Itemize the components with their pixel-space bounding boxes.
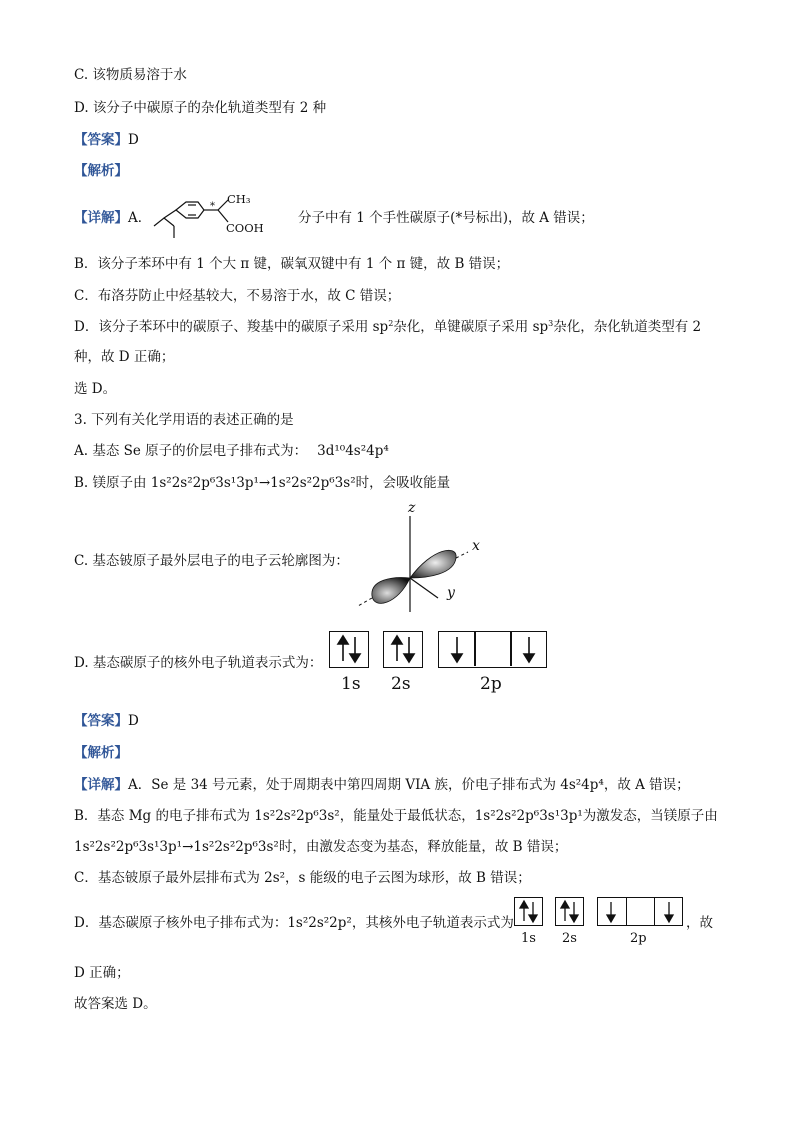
- q3-detail-d: D．基态碳原子核外电子排布式为：1s²2s²2p²，其核外电子轨道表示式为: [74, 915, 514, 931]
- paired-arrows-icon: [515, 898, 542, 925]
- p-orbital-diagram: [352, 500, 502, 618]
- q3-final: 故答案选 D。: [74, 996, 157, 1012]
- q3-analysis-tag: 【解析】: [74, 745, 128, 761]
- detail-tag: 【详解】: [74, 210, 128, 226]
- option-d: D. 该分子中碳原子的杂化轨道类型有 2 种: [74, 100, 327, 116]
- orbital-box-2s: [383, 631, 423, 668]
- label-2s: 2s: [391, 674, 411, 694]
- detail-d-line1: [74, 318, 701, 336]
- detail-a-line: [74, 209, 151, 227]
- ibuprofen-structure: [148, 188, 288, 244]
- sp2-sup: 2: [388, 319, 394, 328]
- analysis-tag: 【解析】: [74, 163, 128, 179]
- orbital-box-2p: [438, 631, 547, 668]
- detail-d-part2: 杂化，单键碳原子采用 sp: [393, 319, 549, 335]
- small-label-2s: 2s: [562, 931, 577, 946]
- axis-y-label: y: [447, 585, 455, 601]
- q3-stem: 3. 下列有关化学用语的表述正确的是: [74, 412, 294, 428]
- analysis-line: [74, 162, 128, 180]
- orbital-box-1s: [329, 631, 369, 668]
- struct-cooh: COOH: [226, 221, 264, 235]
- q3-answer-tag: 【答案】: [74, 713, 128, 729]
- small-orbital-box-1s: [514, 897, 543, 926]
- chiral-star: *: [210, 201, 215, 212]
- answer-tag: 【答案】: [74, 132, 128, 148]
- q3-detail-d2: D 正确；: [74, 965, 130, 981]
- q3-detail-b1: B．基态 Mg 的电子排布式为 1s²2s²2p⁶3s²，能量处于最低状态，1s²2s²2p⁶3s¹3p¹为激发态，当镁原子由: [74, 808, 718, 824]
- q3-detail-c: C．基态铍原子最外层排布式为 2s²，s 能级的电子云图为球形，故 B 错误；: [74, 870, 531, 886]
- paired-arrows-icon: [384, 632, 421, 666]
- answer-line: [74, 131, 139, 149]
- opt-a-text: A. 基态 Se 原子的价层电子排布式为：: [74, 443, 308, 459]
- answer-value: D: [128, 132, 139, 148]
- option-c: C. 该物质易溶于水: [74, 67, 187, 83]
- choose-line: 选 D。: [74, 381, 117, 397]
- detail-b: B．该分子苯环中有 1 个大 π 键，碳氧双键中有 1 个 π 键，故 B 错误；: [74, 256, 510, 272]
- opt-a-config: 3d¹⁰4s²4p⁴: [317, 443, 389, 459]
- detail-a-text: 分子中有 1 个手性碳原子(*号标出)，故 A 错误；: [298, 210, 594, 226]
- q3-answer-value: D: [128, 713, 139, 729]
- small-label-2p: 2p: [630, 931, 647, 946]
- q3-option-c: C. 基态铍原子最外层电子的电子云轮廓图为：: [74, 553, 349, 569]
- q3-detail-a-text: A．Se 是 34 号元素，处于周期表中第四周期 VIA 族，价电子排布式为 4s²4p⁴，故 A 错误；: [128, 777, 690, 793]
- q3-option-d: D. 基态碳原子的核外电子轨道表示式为：: [74, 655, 323, 671]
- q3-detail-d-tail: ，故: [686, 915, 713, 931]
- q3-detail-b2: 1s²2s²2p⁶3s¹3p¹→1s²2s²2p⁶3s²时，由激发态变为基态，释放能量，故 B 错误；: [74, 839, 568, 855]
- q3-option-a: [74, 442, 389, 460]
- detail-d-line2: 种，故 D 正确；: [74, 349, 175, 365]
- paired-arrows-icon: [330, 632, 367, 666]
- q3-detail-tag: 【详解】: [74, 777, 128, 793]
- paired-arrows-icon: [556, 898, 583, 925]
- down-arrows-icon: [598, 898, 682, 925]
- q3-analysis-line: [74, 744, 128, 762]
- q3-answer-line: [74, 712, 139, 730]
- detail-d-part1: D．该分子苯环中的碳原子、羧基中的碳原子采用 sp: [74, 319, 389, 335]
- label-1s: 1s: [341, 674, 361, 694]
- struct-ch3: CH₃: [227, 192, 251, 206]
- axis-z-label: z: [408, 500, 416, 516]
- detail-d-part3: 杂化，杂化轨道类型有 2: [553, 319, 702, 335]
- sp3-sup: 3: [548, 319, 554, 328]
- label-2p: 2p: [480, 674, 502, 694]
- small-label-1s: 1s: [521, 931, 536, 946]
- down-arrows-icon: [439, 632, 545, 666]
- detail-a-prefix: A．: [128, 210, 152, 226]
- q3-option-b: B. 镁原子由 1s²2s²2p⁶3s¹3p¹→1s²2s²2p⁶3s²时，会吸收能量: [74, 475, 451, 491]
- small-orbital-box-2p: [597, 897, 683, 926]
- detail-c: C．布洛芬防止中烃基较大，不易溶于水，故 C 错误；: [74, 288, 401, 304]
- axis-x-label: x: [472, 538, 480, 554]
- q3-detail-a: [74, 776, 690, 794]
- small-orbital-box-2s: [555, 897, 584, 926]
